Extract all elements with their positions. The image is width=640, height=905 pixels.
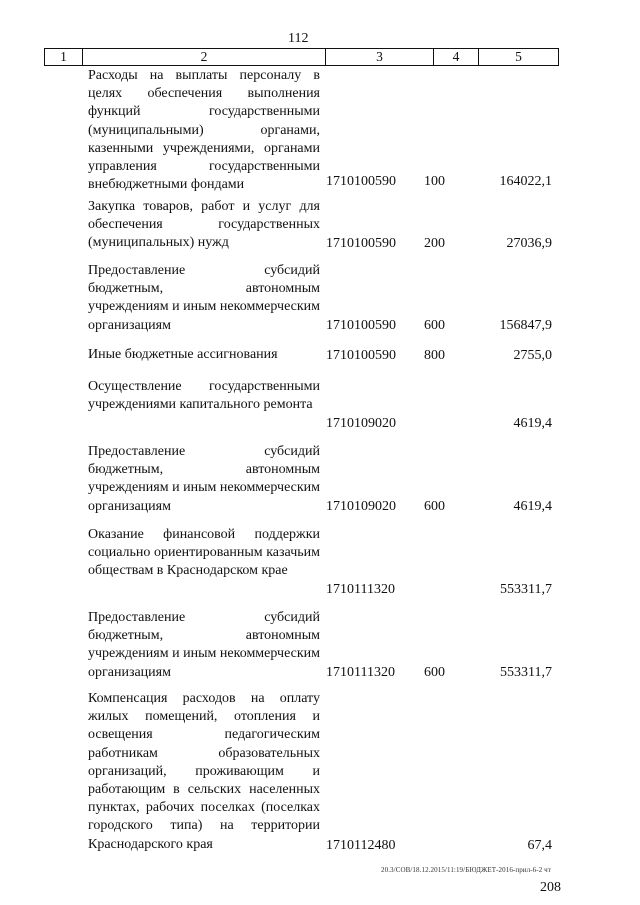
row-amount: 4619,4	[513, 415, 552, 431]
table-row	[88, 690, 552, 855]
row-code: 1710111320	[326, 664, 395, 680]
row-description: Расходы на выплаты персоналу в целях обеспечения выполнения функций государственными (муниципальными) органами, казенными учреждениями, органами управления государственными внебюджетными фондами	[88, 68, 320, 193]
row-type: 100	[424, 173, 445, 189]
table-row	[88, 609, 552, 682]
table-row	[88, 262, 552, 335]
row-code: 1710100590	[326, 173, 396, 189]
row-code: 1710109020	[326, 498, 396, 514]
row-amount: 156847,9	[499, 317, 552, 333]
sheet-number: 208	[540, 880, 561, 895]
row-description: Предоставление субсидий бюджетным, автономным учреждениям и иным некоммерческим организациям	[88, 444, 320, 514]
row-description: Иные бюджетные ассигнования	[88, 347, 278, 362]
row-description: Предоставление субсидий бюджетным, автономным учреждениям и иным некоммерческим организациям	[88, 610, 320, 680]
row-description: Компенсация расходов на оплату жилых помещений, отопления и освещения педагогическим работникам образовательных организаций, проживающим и работающим в сельских населенных пунктах, рабочих поселках (поселках городского типа) на территории Краснодарского края	[88, 691, 320, 852]
header-col-5: 5	[515, 49, 522, 64]
row-type: 600	[424, 498, 445, 514]
row-amount: 27036,9	[506, 235, 552, 251]
table-row	[88, 443, 552, 516]
row-code: 1710112480	[326, 837, 396, 853]
row-code: 1710109020	[326, 415, 396, 431]
header-col-4: 4	[434, 49, 479, 65]
row-amount: 4619,4	[513, 498, 552, 514]
header-col-2: 2	[83, 49, 326, 65]
row-amount: 67,4	[527, 837, 552, 853]
row-code: 1710100590	[326, 317, 396, 333]
row-type: 600	[424, 664, 445, 680]
row-amount: 553311,7	[500, 664, 552, 680]
header-col-1: 1	[45, 49, 83, 65]
row-code: 1710111320	[326, 581, 395, 597]
row-description: Оказание финансовой поддержки социально ориентированным казачьим обществам в Краснодарском крае	[88, 527, 320, 579]
table-row	[88, 67, 552, 191]
header-col-3: 3	[326, 49, 434, 65]
row-code: 1710100590	[326, 235, 396, 251]
page-number: 112	[288, 31, 309, 46]
row-type: 200	[424, 235, 445, 251]
row-type: 800	[424, 347, 445, 363]
table-row	[88, 378, 552, 433]
row-amount: 2755,0	[513, 347, 552, 363]
document-stamp: 20.3/СОВ/18.12.2015/11:19/БЮДЖЕТ-2016-прил-6-2 чт	[381, 866, 551, 874]
row-code: 1710100590	[326, 347, 396, 363]
row-description: Осуществление государственными учреждениями капитального ремонта	[88, 379, 320, 413]
row-type: 600	[424, 317, 445, 333]
table-row	[88, 198, 552, 253]
row-description: Закупка товаров, работ и услуг для обеспечения государственных (муниципальных) нужд	[88, 199, 320, 251]
table-header	[44, 48, 559, 66]
row-description: Предоставление субсидий бюджетным, автономным учреждениям и иным некоммерческим организациям	[88, 263, 320, 333]
row-amount: 553311,7	[500, 581, 552, 597]
row-amount: 164022,1	[499, 173, 552, 189]
table-row	[88, 526, 552, 599]
table-row	[88, 346, 552, 365]
